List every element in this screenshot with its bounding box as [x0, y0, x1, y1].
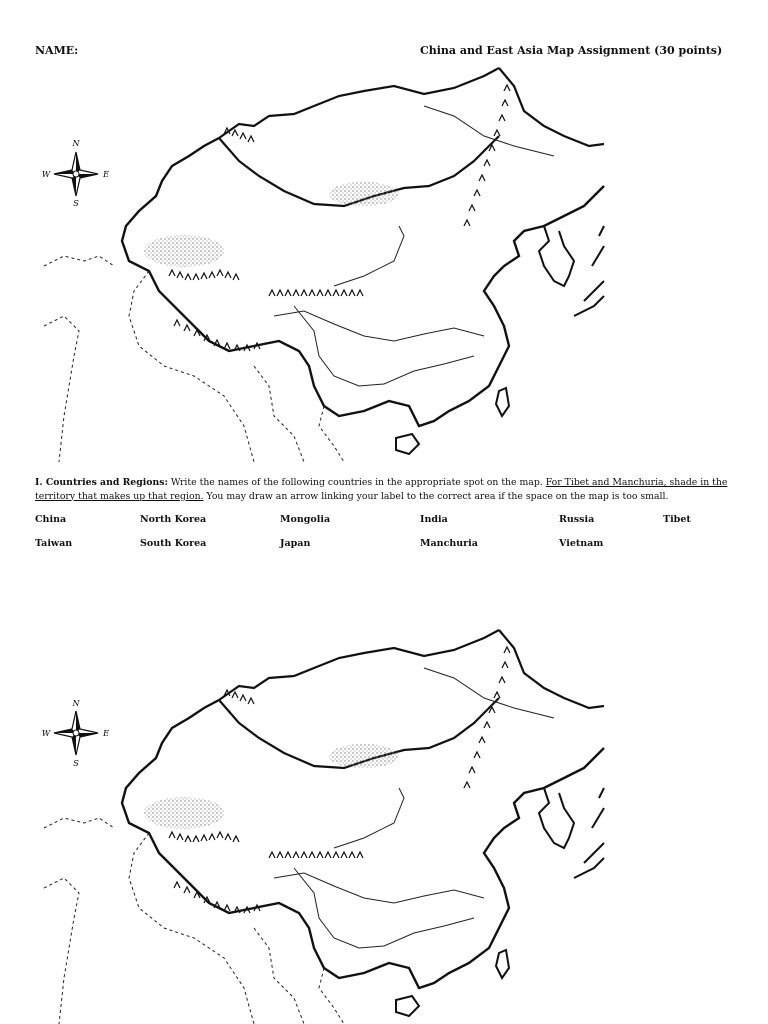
word-bank-item: Taiwan	[35, 538, 73, 549]
compass-rose-icon	[54, 711, 98, 755]
compass-e: E	[103, 170, 109, 179]
east-asia-map-2-drawing	[41, 628, 604, 1024]
compass-e: E	[103, 729, 109, 738]
compass-n: N	[72, 139, 80, 148]
word-bank-item: North Korea	[140, 514, 207, 525]
name-label: NAME:	[35, 44, 79, 57]
section-1-heading: I. Countries and Regions:	[35, 477, 168, 488]
section-1-text-a: Write the names of the following countries in the appropriate spot on the map.	[167, 477, 546, 488]
page-title: China and East Asia Map Assignment (30 points)	[420, 44, 723, 57]
word-bank-item: Russia	[559, 514, 595, 525]
section-1-text-b: You may draw an arrow linking your label to the correct area if the space on the map is too small.	[203, 490, 669, 502]
east-asia-map-2	[41, 628, 604, 1024]
word-bank-item: Vietnam	[559, 538, 604, 549]
section-1-underlined-text: For Tibet and Manchuria, shade in the territory that makes up that region.	[35, 477, 728, 502]
word-bank-item: Mongolia	[280, 514, 331, 525]
compass-s: S	[73, 759, 79, 768]
word-bank-item: Manchuria	[420, 538, 478, 549]
word-bank-item: Japan	[280, 538, 311, 549]
word-bank-item: China	[35, 514, 67, 525]
section-1-instructions	[35, 476, 735, 503]
compass-w: W	[41, 170, 51, 179]
compass-rose-icon	[54, 152, 98, 196]
compass-s: S	[73, 199, 79, 208]
east-asia-map-1-drawing	[41, 66, 604, 462]
word-bank-item: India	[420, 514, 448, 525]
compass-w: W	[41, 729, 51, 738]
east-asia-map-1	[41, 66, 604, 462]
compass-n: N	[72, 699, 80, 708]
word-bank-item: Tibet	[663, 514, 691, 525]
word-bank-item: South Korea	[140, 538, 207, 549]
